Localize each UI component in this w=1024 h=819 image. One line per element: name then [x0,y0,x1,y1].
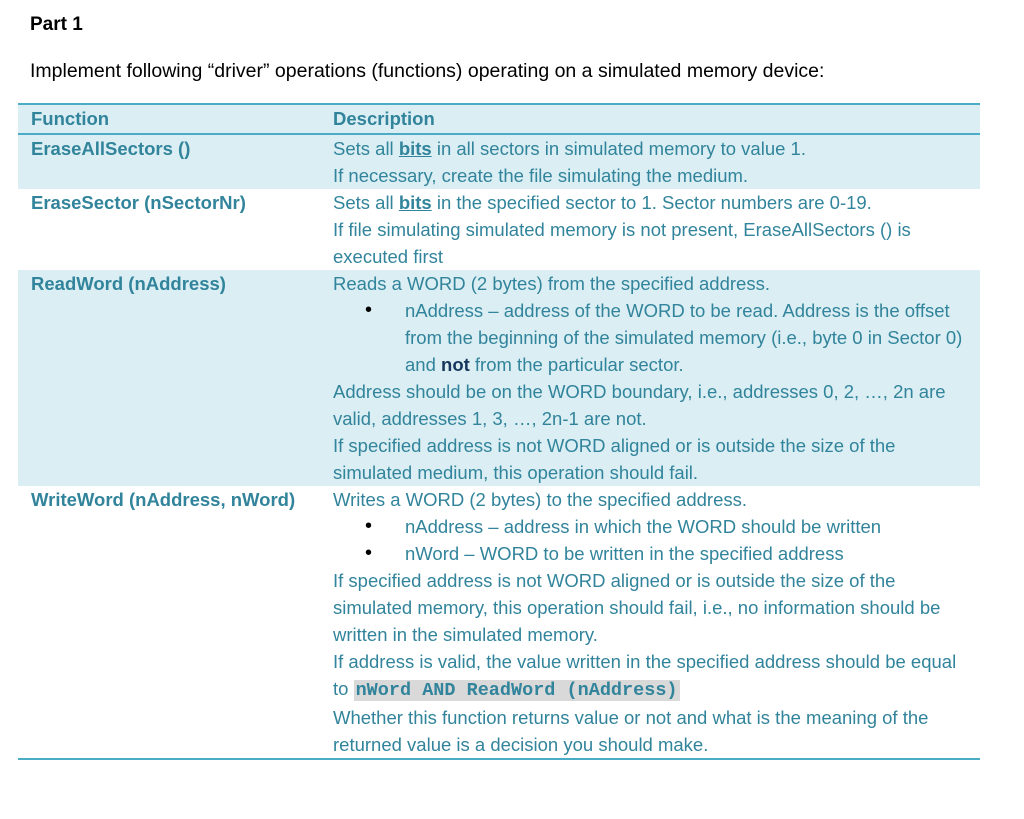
description-line: Reads a WORD (2 bytes) from the specified address. [333,273,770,294]
intro-text: Implement following “driver” operations (functions) operating on a simulated memory device: [30,60,825,82]
description-line: If necessary, create the file simulating the medium. [333,165,749,186]
table-row-erase-sector [18,189,980,270]
bullet-icon: • [365,299,373,321]
description-line: If specified address is not WORD aligned or is outside the size of the simulated medium, this operation should fail. [333,435,896,483]
table-row-read-word [18,270,980,486]
table-row-erase-all-sectors [18,135,980,189]
function-name: EraseSector (nSectorNr) [31,192,246,213]
code-snippet: nWord AND ReadWord (nAddress) [355,680,678,701]
bits-emphasis: bits [398,138,432,159]
header-description: Description [333,108,435,129]
function-description [333,270,980,486]
functions-table [18,103,980,760]
description-line: If specified address is not WORD aligned or is outside the size of the simulated memory, this operation should fail, i.e., no information should be written in the simulated memory. [333,570,941,645]
bullet-item: • nAddress – address of the WORD to be read. Address is the offset from the beginning of the simulated memory (i.e., byte 0 in Sector 0) and not from the particular sector. [365,299,963,375]
part-title: Part 1 [30,14,83,35]
description-line: Sets all bits in all sectors in simulated memory to value 1. [333,138,806,159]
description-line: Writes a WORD (2 bytes) to the specified address. [333,489,748,510]
function-description [333,135,980,189]
function-name: ReadWord (nAddress) [31,273,226,294]
function-description [333,189,980,270]
bullet-icon: • [365,515,373,537]
header-function: Function [31,108,110,129]
bits-emphasis: bits [398,192,432,213]
bullet-item: • nWord – WORD to be written in the specified address [333,540,966,567]
function-name: WriteWord (nAddress, nWord) [31,489,296,510]
table-row-write-word [18,486,980,758]
not-emphasis: not [441,354,470,375]
description-line: Address should be on the WORD boundary, i.e., addresses 0, 2, …, 2n are valid, addresses 1, 3, …, 2n-1 are not. [333,381,946,429]
table-header-row [18,105,980,135]
description-line: Sets all bits in the specified sector to 1. Sector numbers are 0-19. [333,192,872,213]
description-line: If address is valid, the value written in the specified address should be equal to nWord AND ReadWord (nAddress) [333,651,957,701]
function-name: EraseAllSectors () [31,138,191,159]
bullet-icon: • [365,542,373,564]
description-line: If file simulating simulated memory is not present, EraseAllSectors () is executed first [333,219,911,267]
function-description [333,486,980,758]
description-line: Whether this function returns value or not and what is the meaning of the returned value is a decision you should make. [333,707,929,755]
bullet-item: • nAddress – address in which the WORD should be written [333,513,966,540]
